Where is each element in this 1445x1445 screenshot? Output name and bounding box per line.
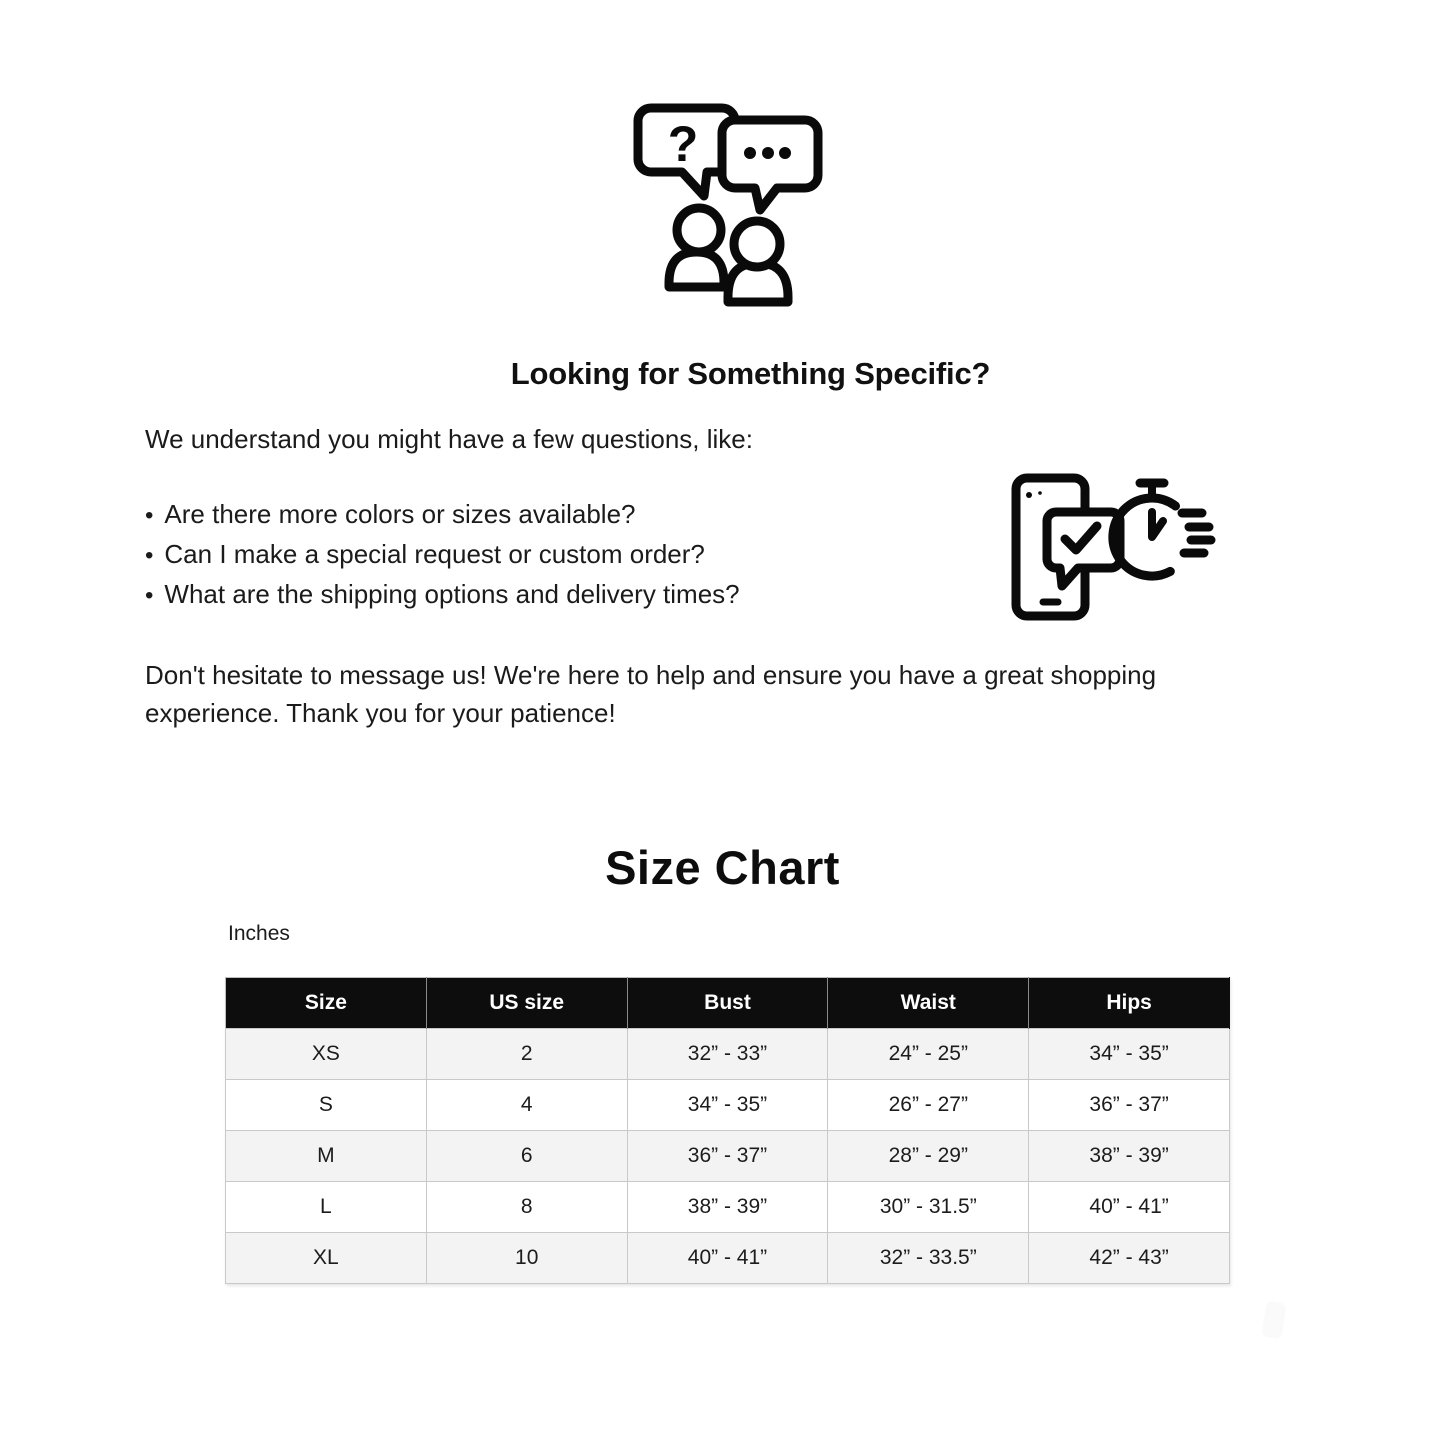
- size-chart-table: [225, 977, 1230, 1284]
- intro-text: We understand you might have a few questions, like:: [145, 424, 753, 454]
- cell-size: M: [226, 1131, 427, 1182]
- bullet-marker: •: [145, 502, 154, 529]
- table-row-xl: [226, 1233, 1230, 1284]
- cell-hips: 34” - 35”: [1029, 1029, 1230, 1080]
- question-item: [145, 581, 740, 609]
- faint-watermark: [1262, 1301, 1287, 1339]
- fast-reply-icon: [1000, 462, 1218, 624]
- cell-hips: 42” - 43”: [1029, 1233, 1230, 1284]
- column-header-hips: Hips: [1029, 978, 1230, 1029]
- cell-bust: 40” - 41”: [627, 1233, 828, 1284]
- cell-us-size: 10: [426, 1233, 627, 1284]
- table-row-m: [226, 1131, 1230, 1182]
- reply-bubble: [722, 120, 818, 210]
- phone-camera-dot: [1026, 492, 1032, 498]
- question-item: [145, 501, 740, 529]
- cell-bust: 34” - 35”: [627, 1080, 828, 1131]
- question-text: Are there more colors or sizes available?: [164, 499, 636, 529]
- cell-waist: 30” - 31.5”: [828, 1182, 1029, 1233]
- cell-waist: 28” - 29”: [828, 1131, 1029, 1182]
- column-header-size: Size: [226, 978, 427, 1029]
- cell-bust: 36” - 37”: [627, 1131, 828, 1182]
- bullet-marker: •: [145, 582, 154, 609]
- cell-size: L: [226, 1182, 427, 1233]
- cell-hips: 40” - 41”: [1029, 1182, 1230, 1233]
- cell-bust: 32” - 33”: [627, 1029, 828, 1080]
- page-title: Looking for Something Specific?: [510, 356, 991, 391]
- unit-label: Inches: [228, 922, 290, 945]
- table-row-s: [226, 1080, 1230, 1131]
- cell-hips: 38” - 39”: [1029, 1131, 1230, 1182]
- cell-size: S: [226, 1080, 427, 1131]
- cell-us-size: 6: [426, 1131, 627, 1182]
- table-row-xs: [226, 1029, 1230, 1080]
- table-header-row: [226, 978, 1230, 1029]
- question-list: [145, 501, 740, 621]
- person-left-body: [669, 252, 724, 287]
- chat-people-icon: [630, 100, 826, 312]
- cell-bust: 38” - 39”: [627, 1182, 828, 1233]
- closing-text: Don't hesitate to message us! We're here to help and ensure you have a great shopping experience. Thank you for your patience!: [145, 660, 1157, 728]
- cell-hips: 36” - 37”: [1029, 1080, 1230, 1131]
- question-mark-glyph: ?: [667, 116, 699, 172]
- question-text: Can I make a special request or custom order?: [164, 539, 705, 569]
- ellipsis-dots: [744, 147, 791, 159]
- question-item: [145, 541, 740, 569]
- size-chart-title: Size Chart: [605, 841, 840, 894]
- cell-waist: 26” - 27”: [828, 1080, 1029, 1131]
- cell-us-size: 4: [426, 1080, 627, 1131]
- column-header-waist: Waist: [828, 978, 1029, 1029]
- stopwatch-hands: [1152, 512, 1163, 537]
- cell-us-size: 8: [426, 1182, 627, 1233]
- cell-waist: 24” - 25”: [828, 1029, 1029, 1080]
- person-right-head: [734, 221, 780, 267]
- cell-waist: 32” - 33.5”: [828, 1233, 1029, 1284]
- cell-size: XS: [226, 1029, 427, 1080]
- person-left-head: [677, 208, 721, 252]
- cell-us-size: 2: [426, 1029, 627, 1080]
- question-text: What are the shipping options and delivery times?: [164, 579, 740, 609]
- table-row-l: [226, 1182, 1230, 1233]
- cell-size: XL: [226, 1233, 427, 1284]
- bullet-marker: •: [145, 542, 154, 569]
- column-header-bust: Bust: [627, 978, 828, 1029]
- column-header-us-size: US size: [426, 978, 627, 1029]
